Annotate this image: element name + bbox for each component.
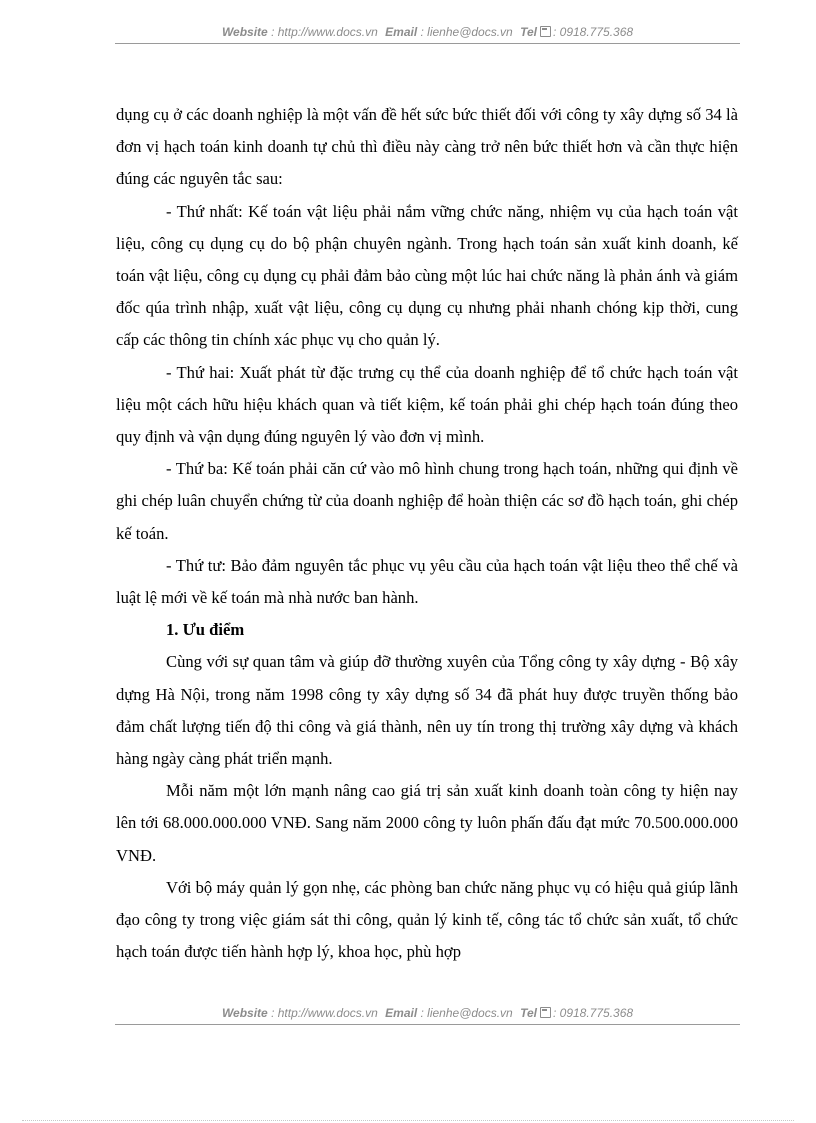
paragraph-principle-2: - Thứ hai: Xuất phát từ đặc trưng cụ thể của doanh nghiệp để tổ chức hạch toán vật liệu một cách hữu hiệu khách quan và tiết kiệm, kế toán phải ghi chép hạch toán đúng theo quy định và vận dụng đúng nguyên lý vào đơn vị mình.	[116, 362, 738, 447]
paragraph-advantages-3: Với bộ máy quản lý gọn nhẹ, các phòng ban chức năng phục vụ có hiệu quả giúp lãnh đạo công ty trong việc giám sát thi công, quản lý kinh tế, công tác tổ chức sản xuất, tổ chức hạch toán được tiến hành hợp lý, khoa học, phù hợp	[116, 877, 738, 962]
footer-tel-value: : 0918.775.368	[552, 1006, 634, 1020]
paragraph-principle-1: - Thứ nhất: Kế toán vật liệu phải nắm vững chức năng, nhiệm vụ của hạch toán vật liệu, công cụ dụng cụ do bộ phận chuyên ngành. Trong hạch toán sản xuất kinh doanh, kế toán vật liệu, công cụ dụng cụ phải đảm bảo cùng một lúc hai chức năng là phản ánh và giám đốc qúa trình nhập, xuất vật liệu, công cụ dụng cụ nhưng phải nhanh chóng kịp thời, cung cấp các thông tin chính xác phục vụ cho quản lý.	[116, 201, 738, 350]
document-body	[116, 99, 738, 968]
footer-website-link[interactable]: : http://www.docs.vn	[271, 1006, 378, 1020]
header-rule	[115, 43, 740, 44]
footer-tel-label: Tel	[520, 1006, 537, 1020]
header-website-label: Website	[221, 25, 268, 39]
paragraph-principle-4: - Thứ tư: Bảo đảm nguyên tắc phục vụ yêu cầu của hạch toán vật liệu theo thể chế và luật lệ mới về kế toán mà nhà nước ban hành.	[116, 555, 738, 608]
header-website-link[interactable]: : http://www.docs.vn	[271, 25, 378, 39]
page-header	[115, 25, 740, 39]
footer-website-label: Website	[221, 1006, 268, 1020]
header-tel-value: : 0918.775.368	[552, 25, 634, 39]
header-email-link[interactable]: : lienhe@docs.vn	[420, 25, 513, 39]
paragraph-advantages-1: Cùng với sự quan tâm và giúp đỡ thường xuyên của Tổng công ty xây dựng - Bộ xây dựng Hà Nội, trong năm 1998 công ty xây dựng số 34 đã phát huy được truyền thống bảo đảm chất lượng tiến độ thi công và giá thành, nên uy tín trong thị trường xây dựng và khách hàng ngày càng phát triển mạnh.	[116, 652, 738, 769]
footer-email-label: Email	[385, 1006, 418, 1020]
phone-icon	[540, 26, 551, 37]
section-heading-advantages: 1. Ưu điểm	[166, 620, 245, 640]
footer-email-link[interactable]: : lienhe@docs.vn	[420, 1006, 513, 1020]
page-footer	[115, 1006, 740, 1020]
header-tel-label: Tel	[520, 25, 537, 39]
paragraph-principle-3: - Thứ ba: Kế toán phải căn cứ vào mô hình chung trong hạch toán, những qui định về ghi chép luân chuyển chứng từ của doanh nghiệp để hoàn thiện các sơ đồ hạch toán, ghi chép kế toán.	[116, 459, 738, 543]
phone-icon	[540, 1007, 551, 1018]
paragraph-advantages-2: Mỗi năm một lớn mạnh nâng cao giá trị sản xuất kinh doanh toàn công ty hiện nay lên tới 68.000.000.000 VNĐ. Sang năm 2000 công ty luôn phấn đấu đạt mức 70.500.000.000 VNĐ.	[116, 781, 738, 865]
header-email-label: Email	[385, 25, 418, 39]
footer-rule	[115, 1024, 740, 1025]
paragraph-intro: dụng cụ ở các doanh nghiệp là một vấn đề hết sức bức thiết đối với công ty xây dựng số 34 là đơn vị hạch toán kinh doanh tự chủ thì điều này càng trở nên bức thiết hơn và cần thực hiện đúng các nguyên tắc sau:	[116, 105, 738, 189]
page-bottom-border	[22, 1120, 794, 1121]
